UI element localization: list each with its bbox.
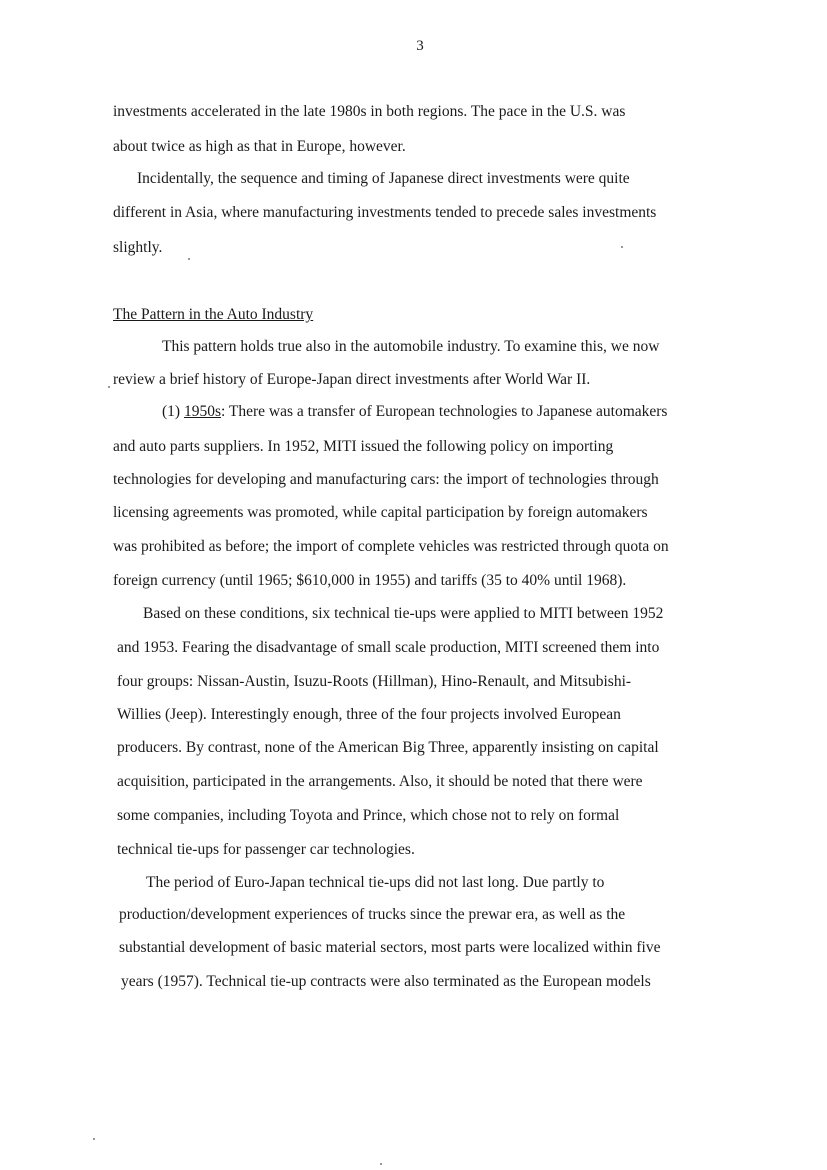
text-line: and 1953. Fearing the disadvantage of small scale production, MITI screened them into: [117, 639, 660, 656]
text-line: different in Asia, where manufacturing investments tended to precede sales investments: [113, 204, 657, 221]
text-line: producers. By contrast, none of the American Big Three, apparently insisting on capital: [117, 739, 659, 756]
text-line: review a brief history of Europe-Japan direct investments after World War II.: [113, 371, 591, 388]
text-line: about twice as high as that in Europe, however.: [113, 138, 406, 155]
text-line: [162, 402, 667, 422]
text-line: investments accelerated in the late 1980s in both regions. The pace in the U.S. was: [113, 103, 626, 120]
page-number: 3: [416, 38, 424, 54]
text-line: foreign currency (until 1965; $610,000 in 1955) and tariffs (35 to 40% until 1968).: [113, 572, 627, 589]
text-line: The period of Euro-Japan technical tie-ups did not last long. Due partly to: [146, 874, 605, 891]
text-run: : There was a transfer of European technologies to Japanese automakers: [221, 403, 668, 420]
text-line: substantial development of basic material sectors, most parts were localized within five: [119, 939, 661, 956]
text-line: years (1957). Technical tie-up contracts were also terminated as the European models: [121, 973, 651, 990]
text-line: was prohibited as before; the import of complete vehicles was restricted through quota on: [113, 538, 669, 555]
list-marker: (1): [162, 403, 184, 420]
scan-speck: [188, 258, 190, 260]
text-line: four groups: Nissan-Austin, Isuzu-Roots (Hillman), Hino-Renault, and Mitsubishi-: [117, 673, 632, 690]
text-line: Based on these conditions, six technical tie-ups were applied to MITI between 1952: [143, 605, 664, 622]
scan-speck: [108, 386, 110, 388]
text-line: slightly.: [113, 239, 163, 256]
text-line: Willies (Jeep). Interestingly enough, three of the four projects involved European: [117, 706, 621, 723]
scan-speck: [380, 1163, 382, 1165]
scan-speck: [93, 1138, 95, 1140]
text-line: technologies for developing and manufacturing cars: the import of technologies through: [113, 471, 659, 488]
text-line: some companies, including Toyota and Prince, which chose not to rely on formal: [117, 807, 620, 824]
text-line: production/development experiences of trucks since the prewar era, as well as the: [119, 906, 626, 923]
text-line: This pattern holds true also in the automobile industry. To examine this, we now: [162, 338, 660, 355]
section-heading: The Pattern in the Auto Industry: [113, 306, 314, 323]
text-line: and auto parts suppliers. In 1952, MITI issued the following policy on importing: [113, 438, 614, 455]
text-line: technical tie-ups for passenger car technologies.: [117, 841, 415, 858]
era-label: 1950s: [183, 403, 221, 420]
text-line: licensing agreements was promoted, while capital participation by foreign automakers: [113, 504, 648, 521]
text-line: Incidentally, the sequence and timing of Japanese direct investments were quite: [137, 170, 630, 187]
scan-speck: [621, 246, 623, 248]
text-line: acquisition, participated in the arrangements. Also, it should be noted that there were: [117, 773, 643, 790]
